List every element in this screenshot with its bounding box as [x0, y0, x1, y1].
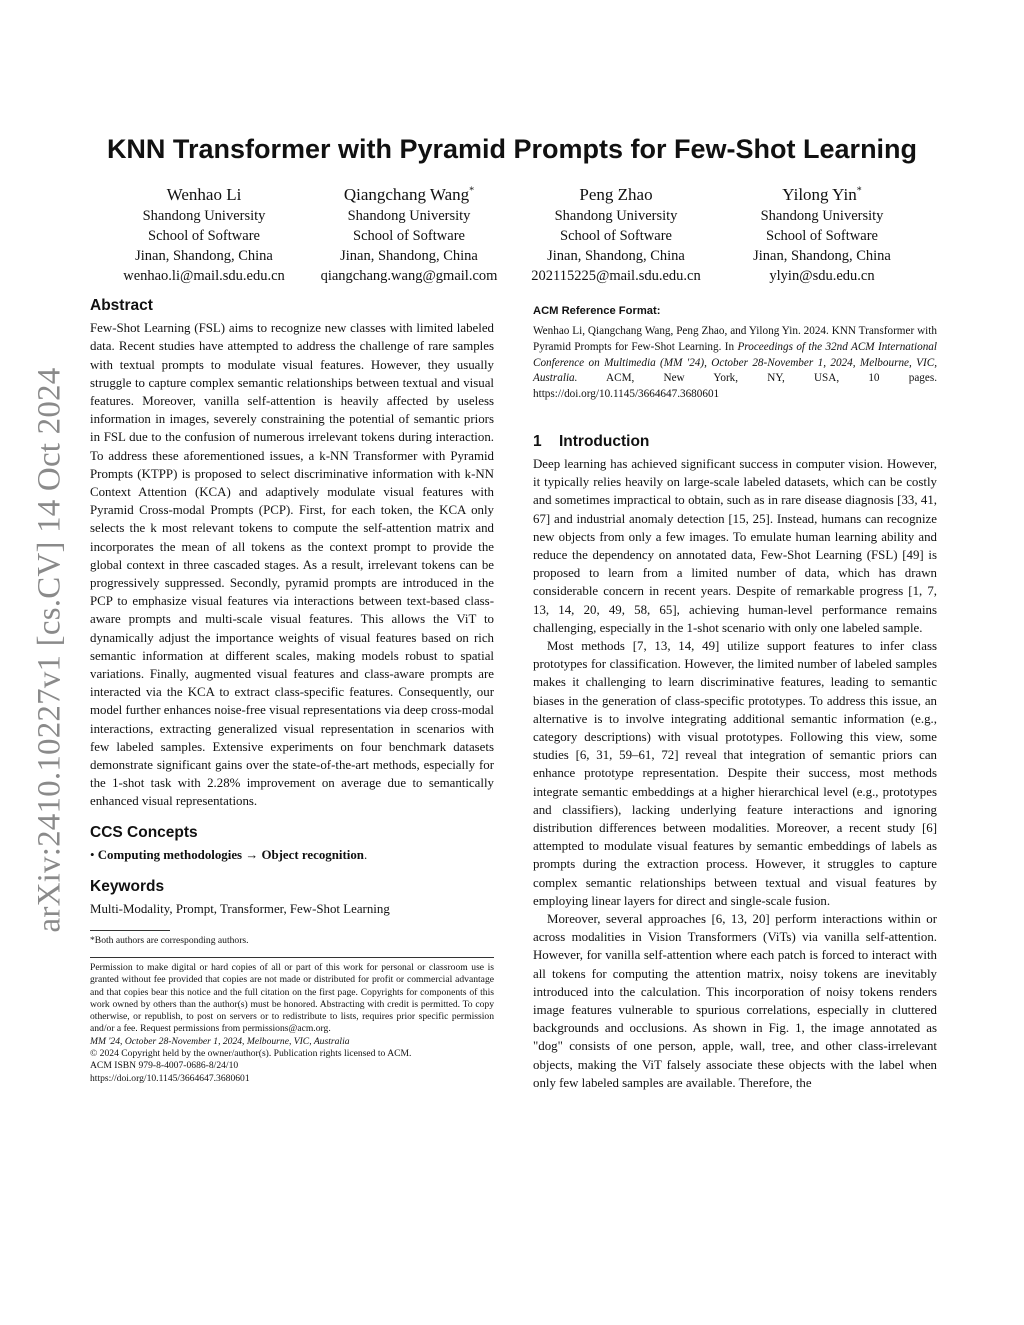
- ccs-concepts: • Computing methodologies → Object recognition.: [90, 847, 368, 862]
- section-title: Introduction: [559, 432, 650, 450]
- keywords-text: Multi-Modality, Prompt, Transformer, Few-Shot Learning: [90, 902, 390, 917]
- author-block: [100, 183, 926, 293]
- author-affiliation: Shandong University: [760, 208, 884, 224]
- author-email[interactable]: wenhao.li@mail.sdu.edu.cn: [123, 268, 285, 284]
- reference-venue: Proceedings of the 32nd ACM International Conference on Multimedia (MM '24), October 28-November 1, 2024, Melbourne, VIC, Australia.: [533, 340, 938, 385]
- author-name: Peng Zhao: [579, 185, 653, 204]
- author-department: School of Software: [353, 228, 465, 244]
- author-email[interactable]: qiangchang.wang@gmail.com: [320, 268, 498, 284]
- doi-link[interactable]: https://doi.org/10.1145/3664647.3680601: [90, 1072, 250, 1084]
- author-location: Jinan, Shandong, China: [547, 248, 685, 264]
- author-location: Jinan, Shandong, China: [135, 248, 273, 264]
- author-department: School of Software: [148, 228, 260, 244]
- reference-format-heading: ACM Reference Format:: [533, 305, 661, 317]
- copyright-line: © 2024 Copyright held by the owner/author(s). Publication rights licensed to ACM.: [90, 1048, 412, 1060]
- author-2: [299, 183, 519, 286]
- permission-block: [90, 962, 494, 1085]
- author-email[interactable]: 202115225@mail.sdu.edu.cn: [531, 268, 701, 284]
- keywords-heading: Keywords: [90, 878, 165, 896]
- intro-paragraph-3: Moreover, several approaches [6, 13, 20] perform interactions within or across modalities in Vision Transformers (ViTs) via vanilla self-attention. However, for vanilla self-attention where each patch is forced to interact with all tokens for computing the attention matrix, noisy tokens are inevitably introduced into the calculation. This incorporation of noisy tokens renders image features vulnerable to spurious correlations, especially in cluttered backgrounds and occlusions. As shown in Fig. 1, the image annotated as "dog" consists of one person, apple, wall, tree, and other class-irrelevant objects, making the ViT falsely associate these objects with the label when only few labeled samples are available. Therefore, the: [533, 912, 937, 1090]
- arxiv-identifier[interactable]: arXiv:2410.10227v1 [cs.CV] 14 Oct 2024: [31, 367, 68, 933]
- isbn-line: ACM ISBN 979-8-4007-0686-8/24/10: [90, 1060, 239, 1072]
- ccs-arrow: →: [245, 847, 259, 862]
- conference-line: MM '24, October 28-November 1, 2024, Melbourne, VIC, Australia: [90, 1035, 350, 1047]
- introduction-heading: [533, 433, 937, 451]
- author-affiliation: Shandong University: [554, 208, 678, 224]
- author-email[interactable]: ylyin@sdu.edu.cn: [769, 268, 875, 284]
- author-name: Yilong Yin: [782, 185, 857, 204]
- author-location: Jinan, Shandong, China: [753, 248, 891, 264]
- ccs-bullet: •: [90, 847, 95, 862]
- author-4: [712, 183, 932, 286]
- author-department: School of Software: [766, 228, 878, 244]
- ccs-sub-concept: Object recognition: [261, 847, 364, 862]
- author-3: [506, 183, 726, 286]
- abstract-text: Few-Shot Learning (FSL) aims to recognize new classes with limited labeled data. Recent studies have attempted to address the challenge of rare samples with textual prompts to modulate visual features. However, they usually struggle to capture complex semantic relationships between textual and visual features. Moreover, vanilla self-attention is heavily affected by useless information in images, severely constraining the potential of semantic priors in FSL due to the confusion of numerous irrelevant tokens during interaction. To address these aforementioned issues, a k-NN Transformer with Pyramid Prompts (KTPP) is proposed to select discriminative information with k-NN Context Attention (KCA) and adaptively modulate visual features with Pyramid Cross-modal Prompts (PCP). First, for each token, the KCA only selects the k most relevant tokens to compute the self-attention matrix and incorporates the mean of all tokens as the context prompt to provide the global context in three cascaded stages. As a result, irrelevant tokens can be progressively suppressed. Secondly, pyramid prompts are introduced in the PCP to emphasize visual features via interactions between text-based class-aware prompts and multi-scale visual features. This allows the ViT to dynamically adjust the importance weights of visual features based on rich semantic information at different scales, making models robust to spatial variations. Finally, augmented visual features and class-aware prompts are interacted via the KCA to extract class-specific features. Consequently, our model further enhances noise-free visual representations via deep cross-modal interactions, extracting generalized visual representation in scenarios with few labeled samples. Extensive experiments on four benchmark datasets demonstrate significant gains over the state-of-the-art methods, especially for the 1-shot task with 2.28% improvement on average due to semantically enhanced visual representations.: [90, 321, 494, 809]
- reference-tail[interactable]: ACM, New York, NY, USA, 10 pages. https://doi.org/10.1145/3664647.3680601: [533, 372, 937, 401]
- intro-paragraph-2: Most methods [7, 13, 14, 49] utilize support features to infer class prototypes for classification. However, the limited number of labeled samples makes it challenging to learn discriminative features, leading to semantic biases in the generation of class-specific prototypes. To address this issue, an alternative is to involve integrating additional semantic information (e.g., category descriptions) with visual prototypes. Following this view, some studies [6, 31, 59–61, 72] reveal that integration of semantic priors can enhance prototype representation. Despite their success, most methods integrate semantic embeddings at a higher hierarchical level (e.g., prototypes and classifiers), lacking underlying feature interactions and ignoring distribution differences between modalities. Moreover, a recent study [6] attempted to modulate visual features by semantic embeddings of labels as prompts during the extraction process. However, it struggles to capture complex semantic relationships between textual and visual features by employing linear layers for direct and single-scale fusion.: [533, 638, 937, 908]
- author-1: [94, 183, 314, 286]
- right-column: [533, 297, 937, 1092]
- abstract-heading: Abstract: [90, 297, 153, 314]
- author-name: Wenhao Li: [166, 185, 242, 204]
- author-department: School of Software: [560, 228, 672, 244]
- author-affiliation: Shandong University: [347, 208, 471, 224]
- permission-rule: [90, 957, 494, 958]
- corresponding-mark: *: [469, 185, 475, 197]
- footnote: *Both authors are corresponding authors.: [90, 934, 249, 946]
- corresponding-mark: *: [856, 185, 862, 197]
- ccs-concept: Computing methodologies: [97, 847, 243, 862]
- paper-title: KNN Transformer with Pyramid Prompts for Few-Shot Learning: [106, 134, 918, 164]
- author-location: Jinan, Shandong, China: [340, 248, 478, 264]
- intro-paragraph-1: Deep learning has achieved significant success in computer vision. However, it typically relies heavily on large-scale labeled datasets, which can be costly and sometimes impractical to obtain, such as in rare disease diagnosis [33, 41, 67] and industrial anomaly detection [15, 25]. Instead, humans can recognize new objects from only a few images. To emulate human learning ability and reduce the dependency on annotated data, Few-Shot Learning (FSL) [49] is proposed to learn from a limited number of data, which has drawn considerable concern in recent years. Despite of remarkable progress [1, 7, 13, 14, 20, 49, 58, 65], achieving human-level performance remains challenging, especially in the 1-shot scenario with only one labeled sample.: [533, 456, 937, 635]
- author-affiliation: Shandong University: [142, 208, 266, 224]
- permission-text: Permission to make digital or hard copies of all or part of this work for personal or classroom use is granted without fee provided that copies are not made or distributed for profit or commercial advantage and that copies bear this notice and the full citation on the first page. Copyrights for components of this work owned by others than the author(s) must be honored. Abstracting with credit is permitted. To copy otherwise, or republish, to post on servers or to redistribute to lists, requires prior specific permission and/or a fee. Request permissions from permissions@acm.org.: [90, 962, 494, 1035]
- author-name: Qiangchang Wang: [343, 185, 470, 204]
- left-column: [90, 297, 494, 1085]
- section-number: 1: [533, 432, 542, 450]
- footnote-rule: [90, 930, 170, 931]
- ccs-heading: CCS Concepts: [90, 823, 198, 841]
- reference-format-text: Wenhao Li, Qiangchang Wang, Peng Zhao, and Yilong Yin. 2024. KNN Transformer with Pyramid Prompts for Few-Shot Learning. In Proceedings of the 32nd ACM International Conference on Multimedia (MM '24), October 28-November 1, 2024, Melbourne, VIC, Australia. ACM, New York, NY, USA, 10 pages. https://doi.org/10.1145/3664647.3680601: [533, 325, 938, 401]
